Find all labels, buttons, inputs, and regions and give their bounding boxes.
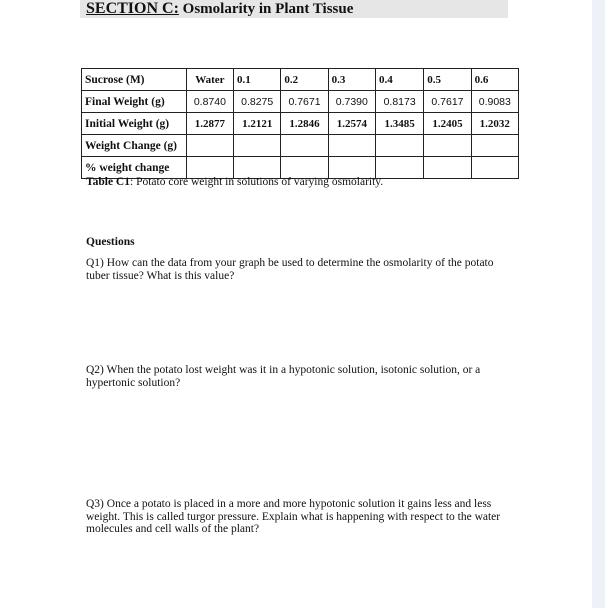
cell-final-water: 0.8740 [186,91,233,113]
questions-heading: Questions [86,236,135,248]
cell-change-0-2[interactable] [281,135,328,157]
cell-final-0-4: 0.8173 [375,91,423,113]
cell-final-0-2: 0.7671 [281,91,328,113]
cell-final-0-1: 0.8275 [234,91,281,113]
header-0-2: 0.2 [281,69,328,91]
section-title [86,0,353,18]
cell-initial-0-5: 1.2405 [424,113,471,135]
table-caption-text: : Potato core weight in solutions of varying osmolarity. [130,176,384,188]
initial-weight-row [82,113,519,135]
table-caption-label: Table C1 [86,176,130,188]
cell-change-0-4[interactable] [375,135,423,157]
cell-change-0-3[interactable] [328,135,375,157]
header-0-1: 0.1 [234,69,281,91]
cell-initial-0-1: 1.2121 [234,113,281,135]
table-header-row [82,69,519,91]
header-0-5: 0.5 [424,69,471,91]
cell-change-0-1[interactable] [234,135,281,157]
header-0-6: 0.6 [471,69,518,91]
cell-percent-0-5[interactable] [424,157,471,179]
row-label-percent-change: % weight change [82,157,187,179]
question-3: Q3) Once a potato is placed in a more and more hypotonic solution it gains less and less weight. This is called turgor pressure. Explain what is happening with respect to the water molecules and cell walls of the plant? [86,498,501,535]
header-sucrose: Sucrose (M) [82,69,187,91]
weight-change-row [82,135,519,157]
cell-change-water[interactable] [186,135,233,157]
cell-final-0-5: 0.7617 [424,91,471,113]
cell-final-0-3: 0.7390 [328,91,375,113]
cell-initial-0-6: 1.2032 [471,113,518,135]
cell-change-0-5[interactable] [424,135,471,157]
cell-initial-0-4: 1.3485 [375,113,423,135]
header-water: Water [186,69,233,91]
final-weight-row [82,91,519,113]
row-label-initial-weight: Initial Weight (g) [82,113,187,135]
cell-initial-0-3: 1.2574 [328,113,375,135]
row-label-weight-change: Weight Change (g) [82,135,187,157]
cell-initial-water: 1.2877 [186,113,233,135]
osmolarity-table [81,68,519,179]
question-1: Q1) How can the data from your graph be used to determine the osmolarity of the potato tuber tissue? What is this value? [86,257,494,282]
cell-initial-0-2: 1.2846 [281,113,328,135]
row-label-final-weight: Final Weight (g) [82,91,187,113]
table-caption [86,176,383,188]
right-scroll-strip [592,0,605,608]
header-0-3: 0.3 [328,69,375,91]
question-2: Q2) When the potato lost weight was it in a hypotonic solution, isotonic solution, or a hypertonic solution? [86,364,481,389]
header-0-4: 0.4 [375,69,423,91]
section-label: SECTION C: [86,0,179,17]
cell-final-0-6: 0.9083 [471,91,518,113]
cell-change-0-6[interactable] [471,135,518,157]
cell-percent-0-6[interactable] [471,157,518,179]
section-name: Osmolarity in Plant Tissue [182,1,354,17]
